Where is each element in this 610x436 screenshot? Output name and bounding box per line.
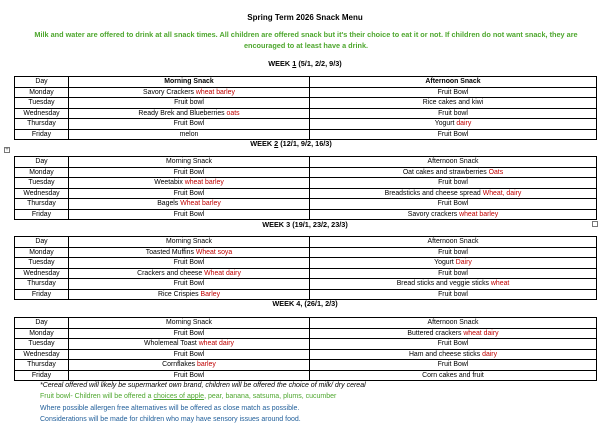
header-morning: Morning Snack [69,318,310,329]
snack-item: Fruit bowl [438,109,468,117]
afternoon-snack-cell [310,258,597,269]
day-cell: Wednesday [15,268,69,279]
week-heading: WEEK 4, (26/1, 2/3) [272,299,338,308]
morning-snack-cell [69,289,310,300]
snack-item: Fruit Bowl [437,130,469,138]
snack-item: Fruit Bowl [173,280,205,288]
afternoon-snack-cell [310,289,597,300]
fruit-choices-link[interactable]: choices of apple [153,393,205,401]
table-row [15,209,597,220]
afternoon-snack-cell [310,328,597,339]
afternoon-snack-cell [310,209,597,220]
table-row [15,349,597,360]
allergen-text: dairy [482,350,498,358]
header-day: Day [15,77,69,88]
week-3-table [14,236,597,300]
table-row [15,279,597,290]
snack-item: Fruit Bowl [173,210,205,218]
week-heading: WEEK 2 (12/1, 9/2, 16/3) [250,139,332,148]
morning-snack-cell [69,188,310,199]
table-row [15,360,597,371]
header-day: Day [15,318,69,329]
snack-item: Wholemeal Toast [144,340,197,348]
snack-item: Fruit Bowl [437,361,469,369]
table-row [15,129,597,140]
snack-item: Ham and cheese sticks [408,350,481,358]
afternoon-snack-cell [310,108,597,119]
table-row [15,328,597,339]
table-row [15,119,597,130]
allergen-text: barley [197,361,216,369]
fruit-bowl-note: Fruit bowl- Children will be offered a choices of apple, pear, banana, satsuma, plums, cucumber [40,393,337,401]
snack-item: Fruit Bowl [173,120,205,128]
morning-snack-cell [69,167,310,178]
table-row [15,268,597,279]
day-cell: Thursday [15,119,69,130]
day-cell: Monday [15,328,69,339]
snack-item: Weetabix [154,179,183,187]
allergen-text: Wheat, dairy [482,189,522,197]
morning-snack-cell [69,119,310,130]
table-header-row [15,157,597,168]
table-row [15,87,597,98]
afternoon-snack-cell [310,360,597,371]
day-cell: Thursday [15,279,69,290]
allergen-text: oats [226,109,240,117]
day-cell: Thursday [15,360,69,371]
day-cell: Tuesday [15,339,69,350]
snack-item: Bagels [157,200,179,208]
week-heading: WEEK 1 (5/1, 2/2, 9/3) [268,59,342,68]
afternoon-snack-cell [310,339,597,350]
snack-item: melon [179,130,199,138]
table-row [15,98,597,109]
morning-snack-cell [69,178,310,189]
allergen-text: Barley [200,290,221,298]
allergen-text: Wheat soya [195,248,233,256]
snack-item: Fruit bowl [438,248,468,256]
afternoon-snack-cell [310,349,597,360]
morning-snack-cell [69,209,310,220]
header-afternoon: Afternoon Snack [310,237,597,248]
table-row [15,178,597,189]
morning-snack-cell [69,258,310,269]
header-afternoon: Afternoon Snack [310,77,597,88]
afternoon-snack-cell [310,178,597,189]
morning-snack-cell [69,279,310,290]
allergen-text: Wheat barley [180,200,221,208]
table-header-row [15,318,597,329]
snack-item: Fruit bowl [438,269,468,277]
snack-item: Fruit Bowl [173,259,205,267]
table-row [15,247,597,258]
day-cell: Tuesday [15,98,69,109]
page-title: Spring Term 2026 Snack Menu [247,13,363,22]
snack-item: Yogurt [434,120,455,128]
afternoon-snack-cell [310,188,597,199]
allergen-text: wheat dairy [463,329,499,337]
snack-item: Fruit Bowl [173,189,205,197]
cereal-note: *Cereal offered will likely be supermarket own brand, children will be offered the choice of milk/ dry cereal [40,382,366,389]
snack-item: Fruit Bowl [173,329,205,337]
afternoon-snack-cell [310,247,597,258]
afternoon-snack-cell [310,167,597,178]
table-row [15,289,597,300]
snack-item: Ready Brek and Blueberries [138,109,225,117]
snack-item: Savory crackers [407,210,458,218]
afternoon-snack-cell [310,119,597,130]
snack-item: Fruit Bowl [437,88,469,96]
day-cell: Friday [15,209,69,220]
day-cell: Friday [15,129,69,140]
allergen-note: Where possible allergen free alternatives will be offered as close match as possible. [40,404,300,412]
morning-snack-cell [69,268,310,279]
header-morning: Morning Snack [69,237,310,248]
snack-item: Yogurt [434,259,454,267]
snack-item: Fruit bowl [174,99,204,107]
allergen-text: wheat barley [195,88,235,96]
afternoon-snack-cell [310,87,597,98]
day-cell: Friday [15,370,69,381]
day-cell: Thursday [15,199,69,210]
morning-snack-cell [69,339,310,350]
table-row [15,188,597,199]
morning-snack-cell [69,349,310,360]
morning-snack-cell [69,247,310,258]
snack-item: Bread sticks and veggie sticks [396,280,489,288]
table-row [15,199,597,210]
header-day: Day [15,157,69,168]
table-row [15,258,597,269]
day-cell: Wednesday [15,108,69,119]
notes [40,380,366,425]
afternoon-snack-cell [310,129,597,140]
morning-snack-cell [69,370,310,381]
allergen-text: wheat [490,280,510,288]
allergen-text: Wheat dairy [204,269,241,277]
sensory-note: Considerations will be made for children who may have sensory issues around food. [40,415,301,423]
header-afternoon: Afternoon Snack [310,157,597,168]
snack-item: Fruit Bowl [173,371,205,379]
snack-item: Rice Crispies [157,290,199,298]
table-row [15,167,597,178]
week-1-table [14,76,597,140]
snack-item: Corn cakes and fruit [422,371,484,379]
table-row [15,108,597,119]
table-move-handle[interactable]: + [5,147,9,153]
allergen-text: wheat barley [459,210,499,218]
morning-snack-cell [69,328,310,339]
intro-text: Milk and water are offered to drink at all snack times. All children are offered snack but it's their choice to eat it or not. If children do not want snack, they are encouraged to at least have a drink. [34,30,578,50]
day-cell: Tuesday [15,258,69,269]
snack-item: Fruit Bowl [437,200,469,208]
day-cell: Wednesday [15,349,69,360]
snack-item: Fruit Bowl [437,340,469,348]
header-morning: Morning Snack [69,77,310,88]
snack-item: Cornflakes [162,361,196,369]
morning-snack-cell [69,87,310,98]
snack-item: Breadsticks and cheese spread [384,189,481,197]
day-cell: Tuesday [15,178,69,189]
allergen-text: dairy [456,120,472,128]
afternoon-snack-cell [310,279,597,290]
snack-item: Savory Crackers [143,88,194,96]
allergen-text: Dairy [455,259,472,267]
morning-snack-cell [69,108,310,119]
table-row [15,370,597,381]
morning-snack-cell [69,199,310,210]
table-header-row [15,237,597,248]
afternoon-snack-cell [310,370,597,381]
snack-item: Rice cakes and kiwi [422,99,484,107]
morning-snack-cell [69,129,310,140]
day-cell: Monday [15,87,69,98]
day-cell: Monday [15,247,69,258]
week-heading: WEEK 3 (19/1, 23/2, 23/3) [262,220,348,229]
header-afternoon: Afternoon Snack [310,318,597,329]
header-morning: Morning Snack [69,157,310,168]
afternoon-snack-cell [310,268,597,279]
week-2-table [14,156,597,220]
snack-item: Fruit Bowl [173,350,205,358]
snack-item: Crackers and cheese [137,269,203,277]
week-4-table [14,317,597,381]
table-row [15,339,597,350]
allergen-text: wheat dairy [198,340,234,348]
table-header-row [15,77,597,88]
afternoon-snack-cell [310,199,597,210]
day-cell: Friday [15,289,69,300]
day-cell: Wednesday [15,188,69,199]
snack-item: Fruit bowl [438,179,468,187]
allergen-text: Oats [488,168,504,176]
morning-snack-cell [69,98,310,109]
afternoon-snack-cell [310,98,597,109]
snack-item: Buttered crackers [407,329,462,337]
snack-item: Fruit Bowl [173,168,205,176]
snack-item: Fruit bowl [438,290,468,298]
snack-item: Oat cakes and strawberries [402,168,487,176]
morning-snack-cell [69,360,310,371]
header-day: Day [15,237,69,248]
snack-item: Toasted Muffins [145,248,194,256]
allergen-text: wheat barley [184,179,224,187]
day-cell: Monday [15,167,69,178]
